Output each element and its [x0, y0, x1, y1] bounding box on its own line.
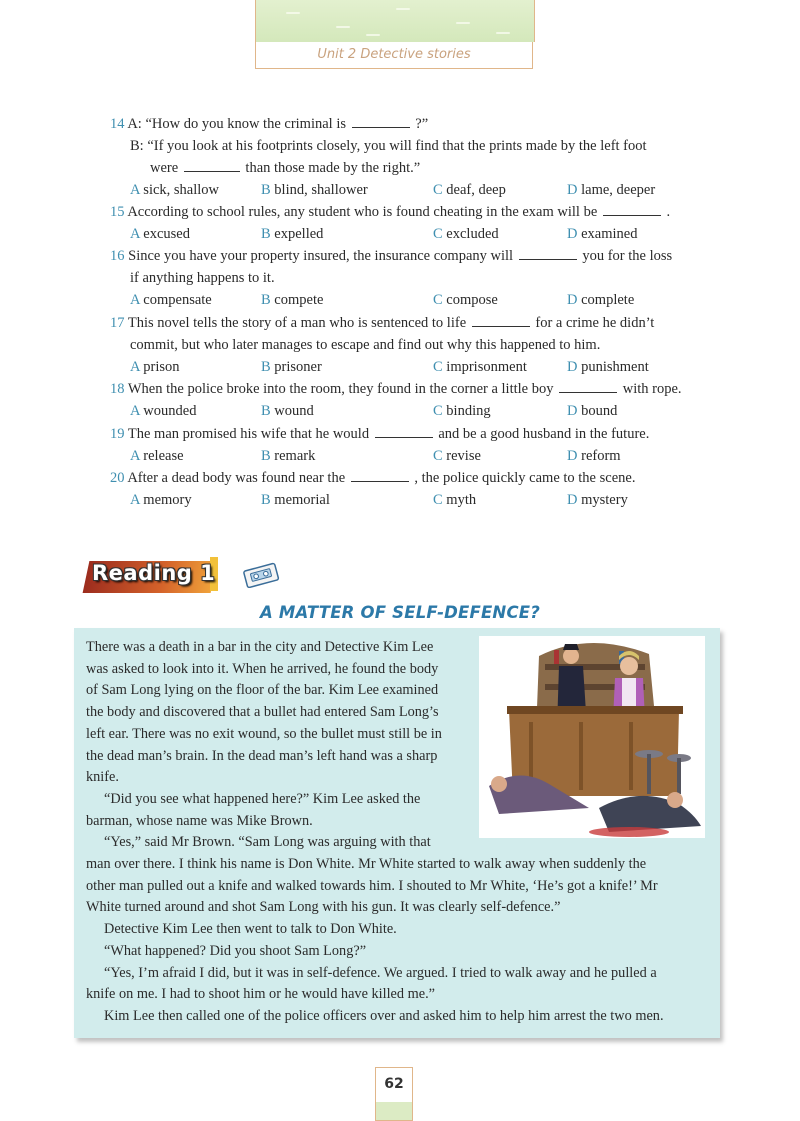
audio-cassette-icon — [242, 562, 280, 588]
option-letter: D — [567, 448, 578, 464]
option-letter: C — [433, 492, 443, 508]
question-text-end: than those made by the right.” — [245, 160, 421, 176]
question-text: B: “If you look at his footprints closely, you will find that the prints made by the left foot — [130, 138, 647, 154]
option-letter: D — [567, 492, 578, 508]
passage-line: left ear. There was no exit wound, so the bullet must still be in — [86, 725, 442, 742]
option-c[interactable] — [433, 445, 481, 467]
option-text: wounded — [139, 403, 197, 419]
passage-line: of Sam Long lying on the floor of the bar. Kim Lee examined — [86, 682, 439, 699]
option-letter: A — [130, 492, 140, 508]
passage-line: man over there. I think his name is Don White. Mr White started to walk away when suddenly the — [86, 856, 647, 872]
option-b[interactable] — [261, 356, 322, 378]
option-text: binding — [442, 403, 491, 419]
option-text: prisoner — [270, 359, 322, 375]
answer-blank[interactable] — [351, 471, 409, 482]
passage-line: barman, whose name was Mike Brown. — [86, 812, 313, 829]
question-text: When the police broke into the room, they found in the corner a little boy — [127, 381, 554, 397]
question-text: This novel tells the story of a man who is sentenced to life — [127, 315, 467, 331]
option-a[interactable] — [130, 489, 192, 511]
option-text: myth — [442, 492, 477, 508]
option-text: lame, deeper — [577, 182, 656, 198]
question-17 — [110, 312, 654, 334]
unit-title: Unit 2 Detective stories — [255, 42, 533, 69]
question-16 — [110, 245, 672, 267]
question-text: The man promised his wife that he would — [127, 426, 370, 442]
question-text-end: ?” — [415, 116, 429, 132]
option-text: excused — [139, 226, 190, 242]
question-15 — [110, 201, 670, 223]
reading-title: A MATTER OF SELF-DEFENCE? — [259, 603, 540, 622]
option-text: compensate — [139, 292, 212, 308]
option-letter: A — [130, 359, 140, 375]
answer-blank[interactable] — [184, 161, 240, 172]
option-letter: B — [261, 492, 271, 508]
option-letter: A — [130, 182, 140, 198]
option-letter: C — [433, 182, 443, 198]
question-number: 17 — [110, 315, 125, 331]
option-b[interactable] — [261, 223, 323, 245]
option-a[interactable] — [130, 289, 212, 311]
option-letter: A — [130, 403, 140, 419]
header-banner — [255, 0, 535, 42]
option-text: wound — [270, 403, 314, 419]
option-text: compose — [442, 292, 498, 308]
option-c[interactable] — [433, 289, 498, 311]
question-text: commit, but who later manages to escape and find out why this happened to him. — [130, 337, 601, 353]
question-18 — [110, 378, 682, 400]
option-text: sick, shallow — [139, 182, 220, 198]
question-19 — [110, 423, 649, 445]
option-b[interactable] — [261, 445, 315, 467]
option-letter: C — [433, 359, 443, 375]
question-text: According to school rules, any student who is found cheating in the exam will be — [127, 204, 598, 220]
option-d[interactable] — [567, 356, 649, 378]
option-letter: B — [261, 448, 271, 464]
option-letter: B — [261, 182, 271, 198]
question-17-continued — [130, 334, 600, 356]
passage-line: the body and discovered that a bullet had entered Sam Long’s — [86, 704, 439, 721]
option-letter: B — [261, 359, 271, 375]
passage-line: “What happened? Did you shoot Sam Long?” — [104, 942, 367, 959]
option-letter: A — [130, 448, 140, 464]
passage-line: Kim Lee then called one of the police officers over and asked him to help him arrest the two men. — [104, 1007, 664, 1024]
passage-line: other man pulled out a knife and walked towards him. I shouted to Mr White, ‘He’s got a knife!’ Mr — [86, 877, 658, 894]
option-letter: D — [567, 182, 578, 198]
passage-line: “Did you see what happened here?” Kim Lee asked the — [104, 790, 421, 807]
option-letter: D — [567, 226, 578, 242]
option-letter: C — [433, 292, 443, 308]
option-c[interactable] — [433, 179, 506, 201]
option-d[interactable] — [567, 223, 637, 245]
option-d[interactable] — [567, 179, 655, 201]
question-text: Since you have your property insured, the insurance company will — [128, 248, 514, 264]
option-d[interactable] — [567, 489, 628, 511]
option-b[interactable] — [261, 289, 323, 311]
option-text: mystery — [577, 492, 628, 508]
passage-line: knife. — [86, 769, 119, 786]
passage-line: Detective Kim Lee then went to talk to Don White. — [104, 921, 397, 938]
option-a[interactable] — [130, 400, 196, 422]
option-text: excluded — [442, 226, 499, 242]
option-c[interactable] — [433, 223, 499, 245]
option-text: compete — [270, 292, 324, 308]
option-letter: D — [567, 403, 578, 419]
option-text: remark — [270, 448, 316, 464]
answer-blank[interactable] — [559, 382, 617, 393]
option-d[interactable] — [567, 445, 621, 467]
option-text: prison — [139, 359, 180, 375]
question-text-end: with rope. — [622, 381, 682, 397]
option-text: memory — [139, 492, 192, 508]
option-text: examined — [577, 226, 638, 242]
option-c[interactable] — [433, 489, 476, 511]
passage-line: “Yes, I’m afraid I did, but it was in self-defence. We argued. I tried to walk away and he pulled a — [104, 964, 657, 981]
question-text: After a dead body was found near the — [127, 470, 346, 486]
option-letter: C — [433, 226, 443, 242]
question-number: 18 — [110, 381, 125, 397]
answer-blank[interactable] — [375, 427, 433, 438]
option-b[interactable] — [261, 400, 314, 422]
answer-blank[interactable] — [472, 316, 530, 327]
option-letter: D — [567, 359, 578, 375]
option-text: revise — [442, 448, 481, 464]
option-text: reform — [577, 448, 621, 464]
option-text: blind, shallower — [270, 182, 368, 198]
option-letter: C — [433, 403, 443, 419]
question-text: were — [150, 160, 179, 176]
answer-blank[interactable] — [603, 205, 661, 216]
question-number: 14 — [110, 116, 125, 132]
option-text: complete — [577, 292, 635, 308]
option-a[interactable] — [130, 223, 190, 245]
option-letter: A — [130, 226, 140, 242]
question-text: if anything happens to it. — [130, 270, 275, 286]
option-text: bound — [577, 403, 618, 419]
question-14-continued — [150, 157, 420, 179]
question-16-continued — [130, 267, 275, 289]
option-text: expelled — [270, 226, 324, 242]
passage-line: White turned around and shot Sam Long with his gun. It was clearly self-defence.” — [86, 899, 561, 916]
question-number: 20 — [110, 470, 125, 486]
option-letter: B — [261, 226, 271, 242]
reading-label — [86, 557, 222, 593]
option-letter: A — [130, 292, 140, 308]
option-d[interactable] — [567, 400, 617, 422]
passage-line: knife on me. I had to shoot him or he would have killed me.” — [86, 986, 436, 1003]
option-text: deaf, deep — [442, 182, 506, 198]
question-14 — [110, 113, 428, 135]
option-b[interactable] — [261, 489, 330, 511]
option-c[interactable] — [433, 400, 491, 422]
passage-line: was asked to look into it. When he arrived, he found the body — [86, 660, 439, 677]
question-text-end: for a crime he didn’t — [535, 315, 655, 331]
question-number: 16 — [110, 248, 125, 264]
reading-label-text: Reading 1 — [92, 561, 216, 585]
option-text: punishment — [577, 359, 649, 375]
option-a[interactable] — [130, 445, 184, 467]
answer-blank[interactable] — [352, 117, 410, 128]
bar-crime-scene-illustration — [479, 636, 705, 838]
passage-line: “Yes,” said Mr Brown. “Sam Long was arguing with that — [104, 834, 431, 851]
option-d[interactable] — [567, 289, 634, 311]
option-text: memorial — [270, 492, 330, 508]
page-number: 62 — [375, 1067, 413, 1121]
answer-blank[interactable] — [519, 249, 577, 260]
option-letter: C — [433, 448, 443, 464]
option-text: imprisonment — [442, 359, 527, 375]
option-letter: D — [567, 292, 578, 308]
question-text-end: and be a good husband in the future. — [438, 426, 650, 442]
question-number: 19 — [110, 426, 125, 442]
option-a[interactable] — [130, 179, 219, 201]
question-text-end: , the police quickly came to the scene. — [414, 470, 636, 486]
question-20 — [110, 467, 635, 489]
passage-line: the dead man’s brain. In the dead man’s left hand was a sharp — [86, 747, 438, 764]
question-number: 15 — [110, 204, 125, 220]
question-14-continued — [130, 135, 647, 157]
question-text-end: you for the loss — [582, 248, 673, 264]
option-letter: B — [261, 292, 271, 308]
option-text: release — [139, 448, 184, 464]
passage-line: There was a death in a bar in the city and Detective Kim Lee — [86, 639, 434, 655]
question-text-end: . — [666, 204, 671, 220]
option-c[interactable] — [433, 356, 527, 378]
option-a[interactable] — [130, 356, 180, 378]
question-text: A: “How do you know the criminal is — [127, 116, 347, 132]
option-b[interactable] — [261, 179, 368, 201]
option-letter: B — [261, 403, 271, 419]
